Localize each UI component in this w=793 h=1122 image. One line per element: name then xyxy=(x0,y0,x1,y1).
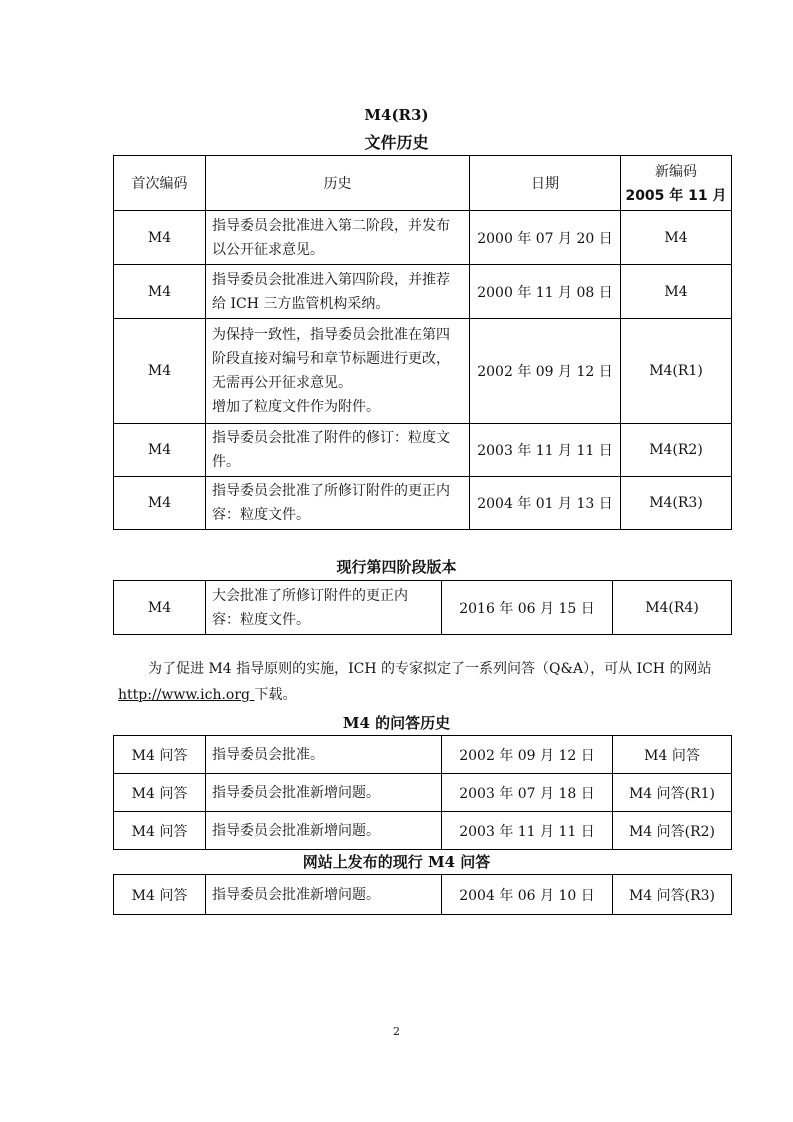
page-number: 2 xyxy=(393,1025,400,1038)
table-row xyxy=(114,211,732,265)
cell-code: M4 xyxy=(114,319,206,424)
cell-new-code: M4 问答 xyxy=(613,736,732,774)
header-date: 日期 xyxy=(470,156,621,211)
cell-date: 2003 年 07 月 18 日 xyxy=(442,774,613,812)
cell-new-code: M4(R3) xyxy=(621,477,732,530)
cell-history: 指导委员会批准进入第二阶段，并发布以公开征求意见。 xyxy=(206,211,470,265)
cell-new-code: M4 问答(R3) xyxy=(613,875,732,915)
doc-subtitle: 文件历史 xyxy=(364,133,429,152)
header-new-code-top: 新编码 xyxy=(655,164,697,180)
cell-history xyxy=(206,319,470,424)
table-row xyxy=(114,477,732,530)
cell-history: 指导委员会批准进入第四阶段，并推荐给 ICH 三方监管机构采纳。 xyxy=(206,265,470,319)
qa-paragraph-text xyxy=(118,656,718,708)
qa-current-table xyxy=(113,874,732,915)
cell-new-code: M4 xyxy=(621,211,732,265)
cell-new-code: M4(R4) xyxy=(613,581,732,635)
cell-history: 指导委员会批准新增问题。 xyxy=(206,875,442,915)
history-table-header-row xyxy=(114,156,732,211)
cell-code: M4 xyxy=(114,581,206,635)
table-row xyxy=(114,812,732,850)
cell-new-code: M4(R2) xyxy=(621,424,732,477)
qa-paragraph-text-after: 下载。 xyxy=(254,687,297,703)
qa-paragraph-text-before: 为了促进 M4 指导原则的实施，ICH 的专家拟定了一系列问答（Q&A），可从 ICH 的网站 xyxy=(148,661,712,677)
cell-code: M4 问答 xyxy=(114,736,206,774)
current-step4-title: 现行第四阶段版本 xyxy=(336,558,457,576)
cell-history: 指导委员会批准。 xyxy=(206,736,442,774)
table-row xyxy=(114,875,732,915)
qa-current-title: 网站上发布的现行 M4 问答 xyxy=(302,853,491,871)
cell-date: 2016 年 06 月 15 日 xyxy=(442,581,613,635)
table-row xyxy=(114,774,732,812)
cell-date: 2000 年 07 月 20 日 xyxy=(470,211,621,265)
cell-new-code: M4 问答(R2) xyxy=(613,812,732,850)
cell-code: M4 问答 xyxy=(114,812,206,850)
cell-date: 2002 年 09 月 12 日 xyxy=(442,736,613,774)
cell-code: M4 xyxy=(114,265,206,319)
table-row xyxy=(114,736,732,774)
header-history: 历史 xyxy=(206,156,470,211)
cell-code: M4 xyxy=(114,477,206,530)
doc-title: M4(R3) xyxy=(364,106,429,124)
current-step4-table xyxy=(113,580,732,635)
cell-code: M4 问答 xyxy=(114,774,206,812)
cell-date: 2004 年 01 月 13 日 xyxy=(470,477,621,530)
cell-date: 2002 年 09 月 12 日 xyxy=(470,319,621,424)
ich-website-link[interactable]: http://www.ich.org xyxy=(118,687,255,703)
cell-date: 2000 年 11 月 08 日 xyxy=(470,265,621,319)
qa-history-title: M4 的问答历史 xyxy=(342,714,451,732)
table-row xyxy=(114,424,732,477)
table-row xyxy=(114,319,732,424)
qa-paragraph xyxy=(118,656,718,708)
header-new-code xyxy=(621,156,732,211)
cell-history: 指导委员会批准新增问题。 xyxy=(206,774,442,812)
cell-new-code: M4 问答(R1) xyxy=(613,774,732,812)
cell-date: 2004 年 06 月 10 日 xyxy=(442,875,613,915)
cell-history: 指导委员会批准了所修订附件的更正内容：粒度文件。 xyxy=(206,477,470,530)
cell-history: 大会批准了所修订附件的更正内容：粒度文件。 xyxy=(206,581,442,635)
cell-new-code: M4(R1) xyxy=(621,319,732,424)
header-first-code: 首次编码 xyxy=(114,156,206,211)
cell-code: M4 问答 xyxy=(114,875,206,915)
table-row xyxy=(114,265,732,319)
qa-history-table xyxy=(113,735,732,850)
history-table xyxy=(113,155,732,530)
cell-date: 2003 年 11 月 11 日 xyxy=(442,812,613,850)
cell-code: M4 xyxy=(114,211,206,265)
header-new-code-date: 2005 年 11 月 xyxy=(625,188,727,204)
cell-new-code: M4 xyxy=(621,265,732,319)
cell-history: 指导委员会批准新增问题。 xyxy=(206,812,442,850)
cell-date: 2003 年 11 月 11 日 xyxy=(470,424,621,477)
cell-history-text: 为保持一致性，指导委员会批准在第四阶段直接对编号和章节标题进行更改，无需再公开征求意见。 xyxy=(212,327,450,391)
table-row xyxy=(114,581,732,635)
cell-history: 指导委员会批准了附件的修订：粒度文件。 xyxy=(206,424,470,477)
cell-history-text-extra: 增加了粒度文件作为附件。 xyxy=(212,399,380,415)
cell-code: M4 xyxy=(114,424,206,477)
